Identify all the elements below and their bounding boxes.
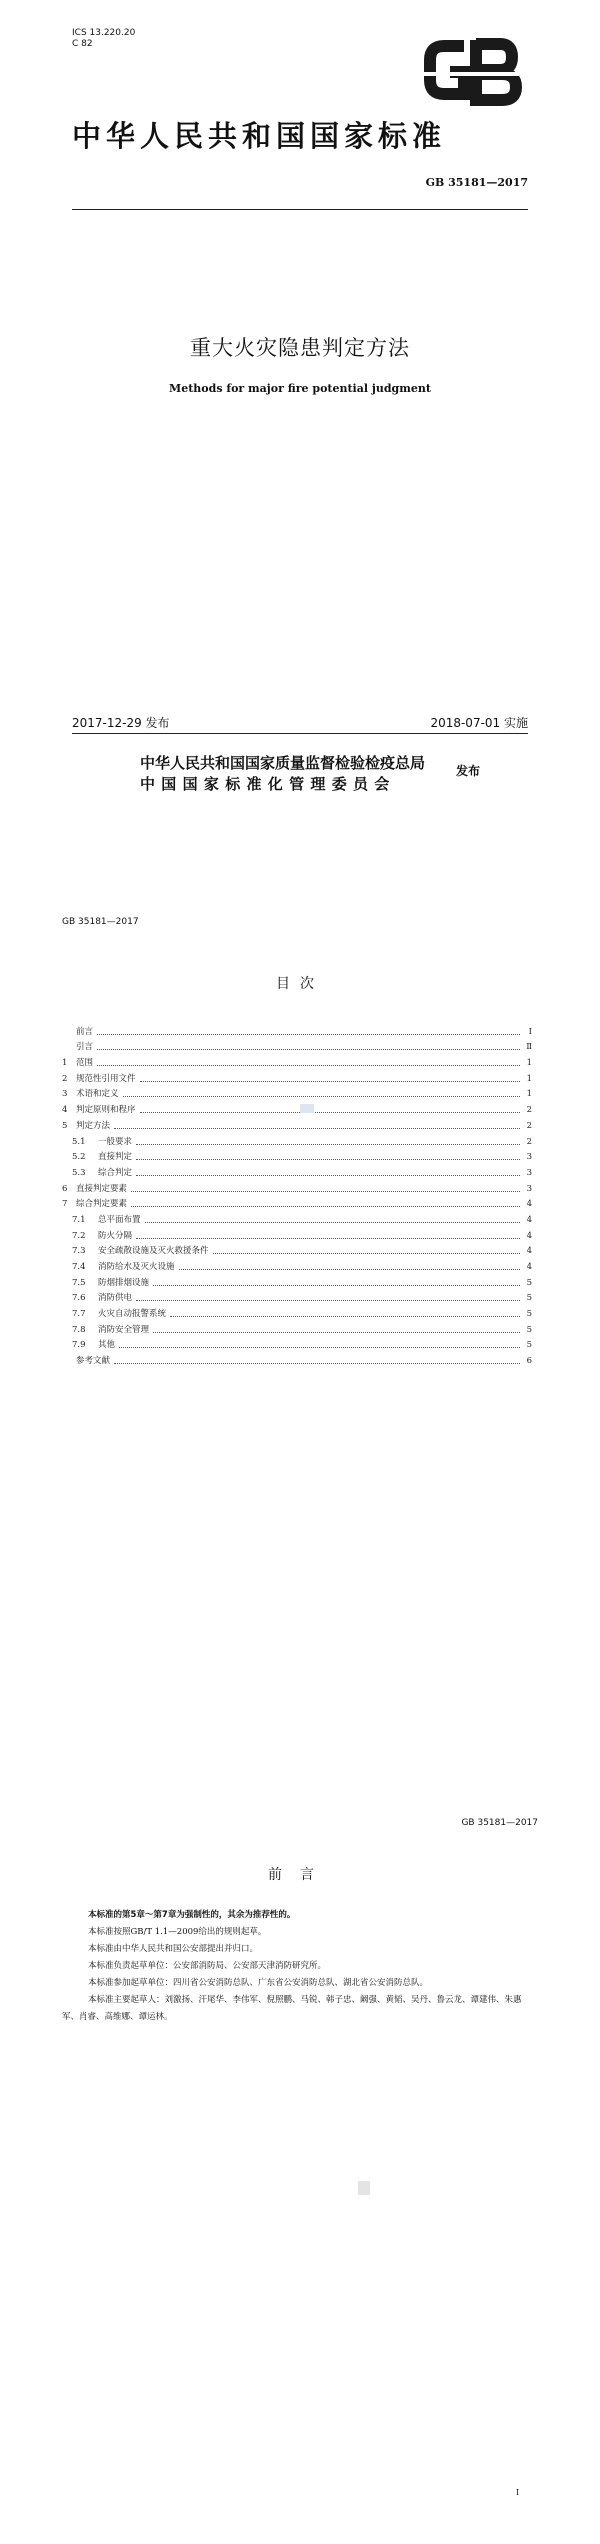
toc-leader-dots — [145, 1222, 520, 1223]
toc-entry-page: 1 — [526, 1073, 532, 1084]
toc-entry[interactable] — [62, 1351, 532, 1367]
toc-entry[interactable] — [62, 1038, 532, 1054]
toc-entry-page: 5 — [526, 1277, 532, 1288]
document-title-english: Methods for major fire potential judgment — [169, 382, 431, 395]
toc-leader-dots — [136, 1159, 520, 1160]
issuer-line-1: 中华人民共和国国家质量监督检验检疫总局 — [140, 754, 426, 772]
toc-entry-label: 消防供电 — [98, 1293, 133, 1304]
toc-entry[interactable] — [62, 1257, 532, 1273]
foreword-paragraph: 本标准参加起草单位：四川省公安消防总队、广东省公安消防总队、湖北省公安消防总队。 — [88, 1978, 429, 1988]
toc-entry-page: 5 — [526, 1293, 532, 1304]
toc-entry-label: 消防安全管理 — [98, 1324, 150, 1335]
toc-entry-page: 2 — [526, 1105, 532, 1116]
toc-entry-page: 3 — [526, 1167, 532, 1178]
toc-title: 目次 — [276, 976, 324, 992]
implement-date: 2018-07-01 实施 — [430, 716, 528, 730]
toc-entry-page: 5 — [526, 1340, 532, 1351]
foreword-paragraph: 本标准由中华人民共和国公安部提出并归口。 — [88, 1944, 259, 1954]
divider — [72, 209, 528, 210]
toc-leader-dots — [213, 1253, 520, 1254]
toc-leader-dots — [131, 1206, 520, 1207]
foreword-paragraph: 本标准的第5章～第7章为强制性的，其余为推荐性的。 — [88, 1910, 296, 1920]
toc-entry-label: 总平面布置 — [98, 1214, 141, 1225]
toc-entry-number: 5.3 — [72, 1167, 86, 1178]
toc-entry-page: 2 — [526, 1120, 532, 1131]
toc-entry-number: 5 — [62, 1120, 68, 1131]
standard-title: 中华人民共和国国家标准 — [72, 119, 447, 153]
toc-entry-label: 防烟排烟设施 — [98, 1277, 150, 1288]
toc-entry[interactable] — [62, 1163, 532, 1179]
ccs-code: C 82 — [72, 39, 93, 49]
toc-entry-label: 引言 — [76, 1042, 94, 1053]
toc-leader-dots — [97, 1034, 520, 1035]
toc-entry-page: 1 — [526, 1058, 532, 1069]
toc-entry-label: 一般要求 — [98, 1136, 133, 1147]
toc-leader-dots — [153, 1332, 520, 1333]
toc-leader-dots — [140, 1081, 520, 1082]
toc-entry-label: 火灾自动报警系统 — [98, 1309, 167, 1320]
toc-entry[interactable] — [62, 1132, 532, 1148]
toc-entry[interactable] — [62, 1226, 532, 1242]
toc-leader-dots — [136, 1238, 520, 1239]
toc-entry-page: 4 — [526, 1230, 532, 1241]
foreword-title: 前言 — [268, 1867, 332, 1883]
toc-entry[interactable] — [62, 1289, 532, 1305]
toc-entry-label: 前言 — [76, 1026, 94, 1037]
toc-entry-page: 4 — [526, 1262, 532, 1272]
ics-code-block — [72, 28, 135, 50]
toc-entry-page: 2 — [526, 1136, 532, 1147]
toc-entry-page: 3 — [526, 1183, 532, 1194]
toc-leader-dots — [179, 1269, 520, 1270]
toc-entry-number: 1 — [62, 1058, 68, 1069]
gb-logo — [422, 30, 524, 110]
toc-entry[interactable] — [62, 1148, 532, 1164]
toc-entry[interactable] — [62, 1242, 532, 1258]
toc-entry[interactable] — [62, 1053, 532, 1069]
watermark-mark — [358, 2181, 370, 2195]
toc-entry-number: 6 — [62, 1183, 68, 1194]
toc-entry-page: 4 — [526, 1214, 532, 1225]
foreword-paragraph: 本标准主要起草人：刘激扬、汗尾华、李伟军、倪照鹏、马锐、韩子忠、阚强、黄韬、吴丹、鲁云龙、谭建伟、朱惠军、肖睿、高维娜、谭运林。 — [62, 1995, 522, 2022]
publish-date: 2017-12-29 发布 — [72, 716, 170, 730]
toc-entry[interactable] — [62, 1195, 532, 1211]
toc-leader-dots — [136, 1300, 520, 1301]
toc-entry-label: 规范性引用文件 — [76, 1073, 136, 1084]
page-number: Ⅰ — [516, 2488, 520, 2497]
toc-leader-dots — [170, 1316, 520, 1317]
toc-entry[interactable] — [62, 1179, 532, 1195]
document-title: 重大火灾隐患判定方法 — [190, 336, 410, 360]
toc-entry[interactable] — [62, 1085, 532, 1101]
toc-entry-number: 7.9 — [72, 1340, 86, 1351]
foreword-paragraph: 本标准按照GB/T 1.1—2009给出的规则起草。 — [88, 1927, 267, 1937]
toc-leader-dots — [140, 1112, 520, 1113]
toc-entry[interactable] — [62, 1022, 532, 1038]
toc-entry-page: Ⅱ — [526, 1042, 532, 1053]
toc-entry-label: 判定原则和程序 — [76, 1105, 136, 1116]
toc-entry[interactable] — [62, 1304, 532, 1320]
toc-entry-page: Ⅰ — [528, 1026, 532, 1037]
toc-entry-label: 安全疏散设施及灭火救援条件 — [98, 1246, 209, 1257]
toc-leader-dots — [97, 1065, 520, 1066]
toc-entry-label: 直接判定要素 — [76, 1183, 128, 1194]
toc-entry[interactable] — [62, 1210, 532, 1226]
toc-entry-page: 5 — [526, 1324, 532, 1335]
toc-entry-label: 防火分隔 — [98, 1230, 133, 1241]
toc-entry-number: 7.3 — [72, 1246, 86, 1257]
toc-entry[interactable] — [62, 1100, 532, 1116]
toc-entry-label: 参考文献 — [76, 1356, 111, 1367]
toc-leader-dots — [153, 1285, 520, 1286]
page-header: GB 35181—2017 — [461, 1818, 538, 1828]
issuer-line-2: 中国国家标准化管理委员会 — [140, 775, 396, 793]
toc-entry-label: 综合判定要素 — [76, 1199, 128, 1210]
watermark-mark — [300, 1104, 314, 1113]
toc-entry-number: 7.6 — [72, 1293, 86, 1304]
toc-entry-page: 3 — [526, 1152, 532, 1163]
issue-label: 发布 — [456, 764, 481, 778]
toc-entry[interactable] — [62, 1273, 532, 1289]
toc-entry-page: 6 — [526, 1356, 532, 1367]
table-of-contents — [62, 1022, 532, 1367]
foreword-body — [62, 1907, 536, 2026]
toc-entry-page: 4 — [526, 1199, 532, 1210]
toc-entry-page: 5 — [526, 1309, 532, 1320]
toc-leader-dots — [123, 1096, 520, 1097]
toc-entry[interactable] — [62, 1069, 532, 1085]
page-header: GB 35181—2017 — [62, 917, 139, 927]
toc-entry-number: 7.8 — [72, 1324, 86, 1335]
toc-entry-number: 7.1 — [72, 1214, 86, 1225]
toc-entry[interactable] — [62, 1116, 532, 1132]
gb-number: GB 35181—2017 — [425, 176, 528, 189]
toc-entry-number: 2 — [62, 1073, 68, 1084]
toc-entry-number: 5.1 — [72, 1136, 86, 1147]
toc-leader-dots — [136, 1175, 520, 1176]
toc-entry-number: 7.2 — [72, 1230, 86, 1241]
toc-entry-label: 其他 — [98, 1340, 116, 1351]
toc-entry-label: 判定方法 — [76, 1120, 111, 1131]
toc-entry-label: 范围 — [76, 1058, 94, 1069]
divider — [72, 733, 528, 734]
toc-entry-number: 7 — [62, 1199, 68, 1210]
toc-entry-label: 综合判定 — [98, 1167, 133, 1178]
toc-entry-page: 4 — [526, 1246, 532, 1257]
ics-code: ICS 13.220.20 — [72, 28, 136, 38]
toc-leader-dots — [119, 1347, 520, 1348]
toc-entry-number: 3 — [62, 1089, 68, 1100]
toc-leader-dots — [136, 1144, 520, 1145]
toc-entry-label: 直接判定 — [98, 1152, 133, 1163]
toc-entry-number: 5.2 — [72, 1152, 86, 1163]
toc-entry-number: 7.4 — [72, 1262, 86, 1272]
toc-entry-label: 消防给水及灭火设施 — [98, 1262, 175, 1272]
toc-entry[interactable] — [62, 1320, 532, 1336]
toc-entry[interactable] — [62, 1336, 532, 1352]
toc-leader-dots — [114, 1128, 520, 1129]
toc-leader-dots — [131, 1191, 520, 1192]
toc-leader-dots — [114, 1363, 520, 1364]
toc-entry-label: 术语和定义 — [76, 1089, 119, 1100]
toc-entry-number: 7.7 — [72, 1309, 86, 1320]
toc-leader-dots — [97, 1049, 520, 1050]
toc-entry-number: 4 — [62, 1105, 68, 1116]
toc-entry-number: 7.5 — [72, 1277, 86, 1288]
toc-entry-page: 1 — [526, 1089, 532, 1100]
foreword-paragraph: 本标准负责起草单位：公安部消防局、公安部天津消防研究所。 — [88, 1961, 327, 1971]
